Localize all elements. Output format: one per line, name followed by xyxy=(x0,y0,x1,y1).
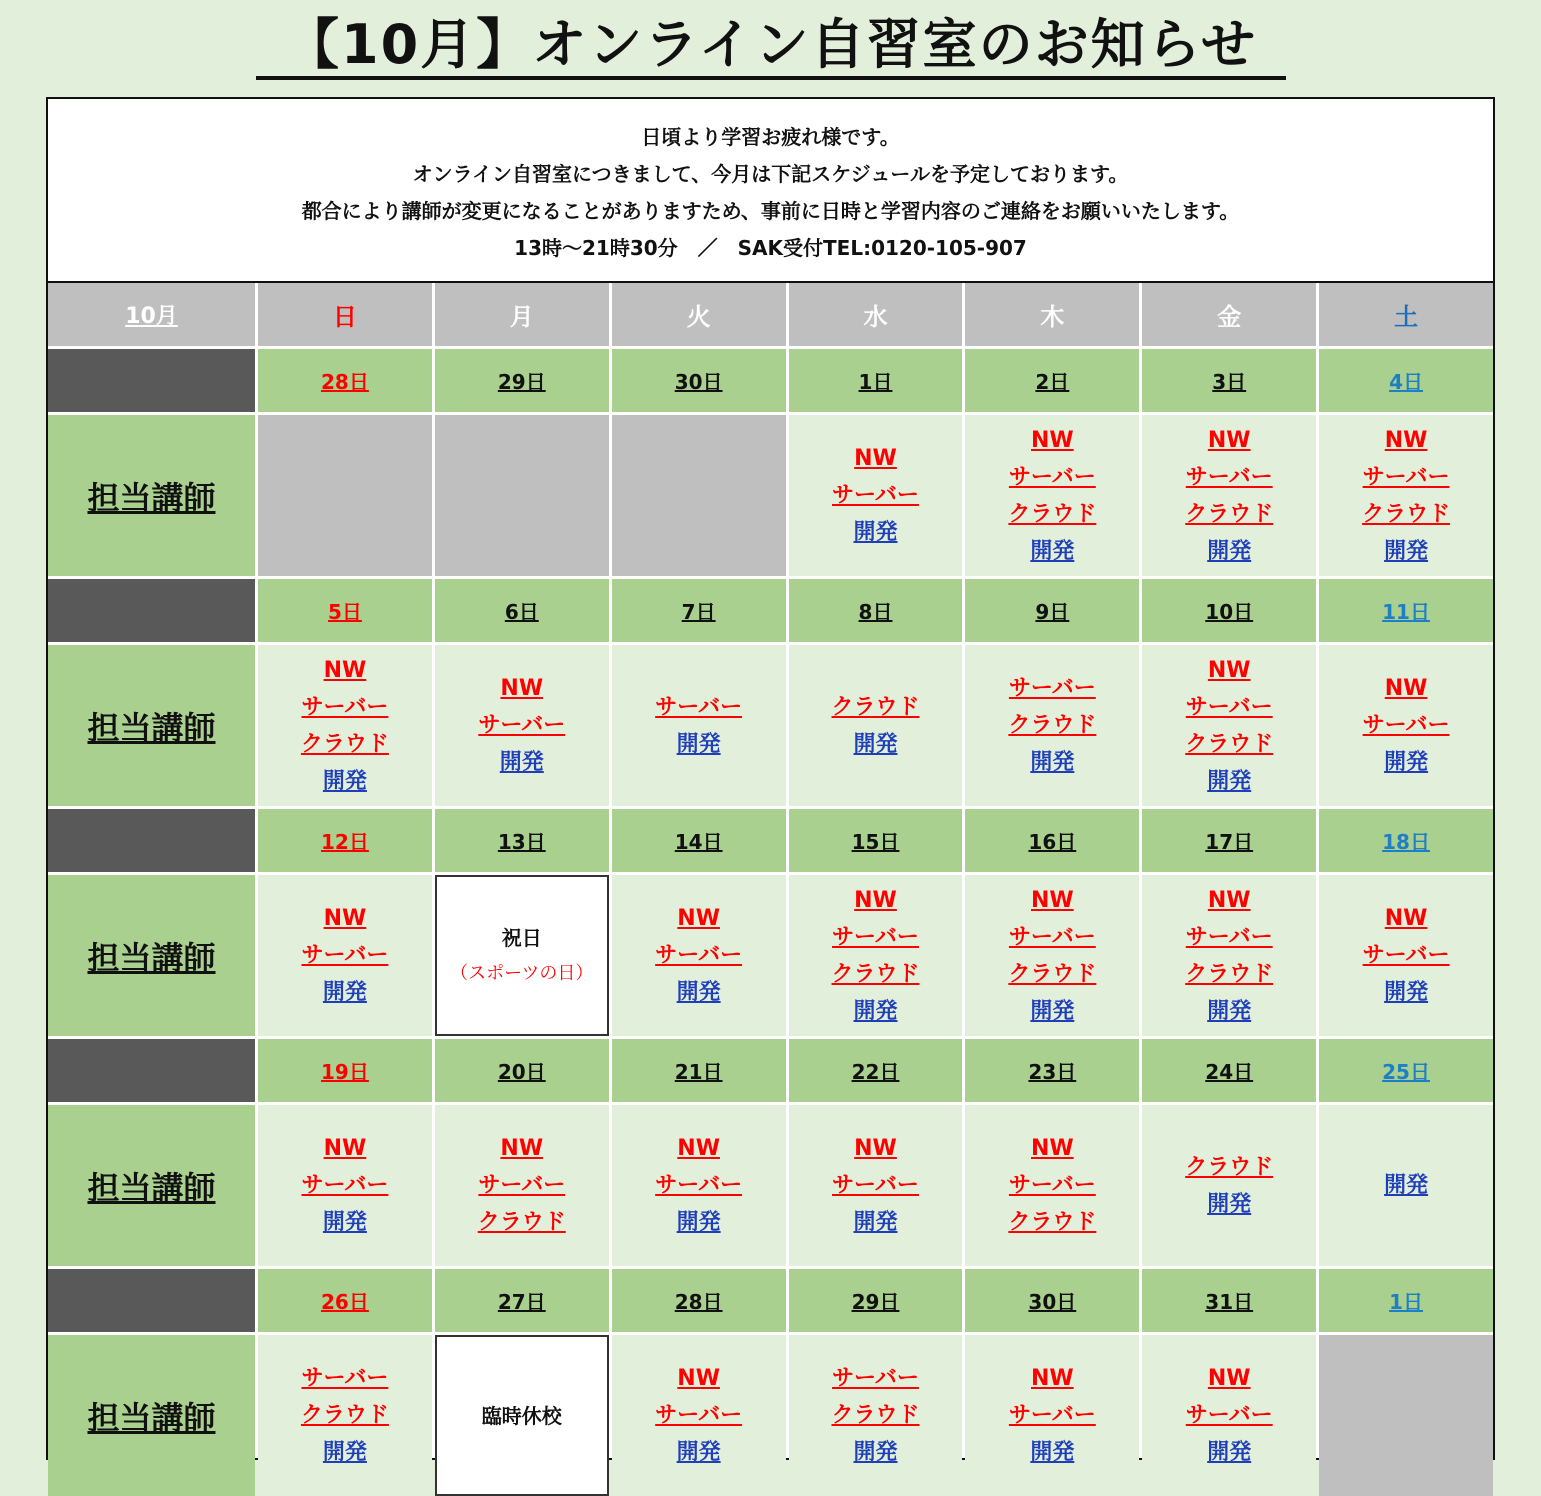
course-item: 開発 xyxy=(676,1210,721,1235)
date-cell: 19日 xyxy=(258,1039,432,1102)
week-spacer xyxy=(48,1269,255,1332)
course-item: クラウド xyxy=(300,1403,389,1428)
course-item: クラウド xyxy=(1008,713,1097,738)
course-item: NW xyxy=(1031,1366,1074,1391)
course-item: サーバー xyxy=(1362,464,1450,490)
schedule-cell xyxy=(789,1105,963,1266)
date-cell: 17日 xyxy=(1142,809,1316,872)
schedule-cell xyxy=(1142,1335,1316,1496)
course-item: NW xyxy=(500,1136,544,1161)
schedule-cell xyxy=(435,1105,609,1266)
course-item: サーバー xyxy=(1362,943,1450,968)
schedule-cell xyxy=(435,645,609,806)
weekday-mon: 月 xyxy=(435,283,609,346)
week-spacer xyxy=(48,349,255,412)
course-item: NW xyxy=(1031,427,1074,453)
special-title: 臨時休校 xyxy=(481,1403,562,1428)
date-cell: 31日 xyxy=(1142,1269,1316,1332)
course-item: サーバー xyxy=(655,943,743,968)
course-item: サーバー xyxy=(1185,1403,1273,1428)
date-cell: 2日 xyxy=(965,349,1139,412)
course-item: NW xyxy=(854,1136,897,1161)
course-item: クラウド xyxy=(1185,731,1274,757)
special-cell xyxy=(435,875,609,1036)
course-item: NW xyxy=(323,906,367,931)
course-item: NW xyxy=(854,446,897,471)
course-item: 開発 xyxy=(1030,538,1075,564)
weekday-wed: 水 xyxy=(789,283,963,346)
schedule-cell xyxy=(965,415,1139,576)
date-cell: 29日 xyxy=(789,1269,963,1332)
course-item: NW xyxy=(1207,887,1251,913)
schedule-cell xyxy=(612,875,786,1036)
course-item: 開発 xyxy=(1030,1440,1075,1465)
course-item: 開発 xyxy=(1207,1191,1252,1217)
course-item: NW xyxy=(1207,1366,1251,1391)
course-item: NW xyxy=(1031,887,1074,913)
course-item: NW xyxy=(1384,906,1428,931)
date-cell: 23日 xyxy=(965,1039,1139,1102)
course-item: クラウド xyxy=(1008,1210,1097,1235)
course-item: サーバー xyxy=(1008,676,1096,701)
date-cell: 9日 xyxy=(965,579,1139,642)
course-item: クラウド xyxy=(1185,1154,1274,1180)
date-cell: 7日 xyxy=(612,579,786,642)
course-item: 開発 xyxy=(676,731,721,757)
date-cell: 11日 xyxy=(1319,579,1493,642)
date-cell: 25日 xyxy=(1319,1039,1493,1102)
schedule-cell xyxy=(1142,875,1316,1036)
course-item: 開発 xyxy=(676,1440,721,1465)
notice-line-3: 都合により講師が変更になることがありますため、事前に日時と学習内容のご連絡をお願いいたします。 xyxy=(301,199,1240,223)
course-item: サーバー xyxy=(1185,924,1273,950)
notice-line-4: 13時～21時30分 ／ SAK受付TEL:0120-105-907 xyxy=(514,236,1027,260)
schedule-cell xyxy=(258,645,432,806)
schedule-cell xyxy=(1319,1105,1493,1266)
course-item: NW xyxy=(1207,657,1251,683)
course-item: クラウド xyxy=(1008,961,1097,987)
instructor-label: 担当講師 xyxy=(48,875,255,1036)
notice-line-1: 日頃より学習お疲れ様です。 xyxy=(641,125,900,149)
weekday-sun: 日 xyxy=(258,283,432,346)
course-item: 開発 xyxy=(322,980,367,1005)
weekday-thu: 木 xyxy=(965,283,1139,346)
schedule-cell xyxy=(612,645,786,806)
course-item: NW xyxy=(1031,1136,1074,1161)
course-item: 開発 xyxy=(1030,998,1075,1024)
date-cell: 4日 xyxy=(1319,349,1493,412)
date-cell: 20日 xyxy=(435,1039,609,1102)
special-note: （スポーツの日） xyxy=(450,962,594,984)
course-item: 開発 xyxy=(853,731,898,757)
date-cell: 10日 xyxy=(1142,579,1316,642)
schedule-cell xyxy=(1319,875,1493,1036)
date-cell: 27日 xyxy=(435,1269,609,1332)
course-item: 開発 xyxy=(1207,538,1252,564)
date-cell: 12日 xyxy=(258,809,432,872)
schedule-cell xyxy=(789,415,963,576)
course-item: サーバー xyxy=(1185,694,1273,720)
course-item: サーバー xyxy=(832,1173,919,1198)
course-item: 開発 xyxy=(499,750,544,775)
date-cell: 16日 xyxy=(965,809,1139,872)
course-item: 開発 xyxy=(853,520,898,545)
course-item: サーバー xyxy=(1008,1403,1096,1428)
course-item: 開発 xyxy=(1207,768,1252,794)
course-item: NW xyxy=(1207,427,1251,453)
course-item: サーバー xyxy=(478,1173,566,1198)
schedule-cell xyxy=(789,645,963,806)
date-cell: 26日 xyxy=(258,1269,432,1332)
calendar-grid xyxy=(48,283,1493,1465)
date-cell: 15日 xyxy=(789,809,963,872)
weekday-fri: 金 xyxy=(1142,283,1316,346)
date-cell: 1日 xyxy=(789,349,963,412)
date-cell: 8日 xyxy=(789,579,963,642)
course-item: サーバー xyxy=(1362,713,1450,738)
course-item: クラウド xyxy=(831,1403,920,1428)
course-item: NW xyxy=(677,1366,720,1391)
course-item: サーバー xyxy=(655,1173,743,1198)
course-item: 開発 xyxy=(1384,1173,1429,1198)
course-item: サーバー xyxy=(1185,464,1273,490)
instructor-label: 担当講師 xyxy=(48,1105,255,1266)
empty-cell xyxy=(612,415,786,576)
course-item: NW xyxy=(323,657,367,683)
course-item: サーバー xyxy=(1008,464,1096,490)
schedule-cell xyxy=(1319,415,1493,576)
course-item: クラウド xyxy=(1008,501,1097,527)
schedule-cell xyxy=(1319,645,1493,806)
schedule-cell xyxy=(965,1105,1139,1266)
schedule-cell xyxy=(965,1335,1139,1496)
course-item: サーバー xyxy=(1008,924,1096,950)
course-item: 開発 xyxy=(676,980,721,1005)
course-item: クラウド xyxy=(477,1210,566,1235)
course-item: サーバー xyxy=(832,924,919,950)
course-item: 開発 xyxy=(1030,750,1075,775)
course-item: サーバー xyxy=(832,483,919,508)
course-item: NW xyxy=(677,906,720,931)
course-item: サーバー xyxy=(1008,1173,1096,1198)
course-item: NW xyxy=(323,1136,367,1161)
week-spacer xyxy=(48,809,255,872)
course-item: 開発 xyxy=(1207,1440,1252,1465)
schedule-cell xyxy=(789,875,963,1036)
week-spacer xyxy=(48,579,255,642)
date-cell: 13日 xyxy=(435,809,609,872)
special-cell xyxy=(435,1335,609,1496)
schedule-cell xyxy=(612,1335,786,1496)
course-item: サーバー xyxy=(655,1403,743,1428)
schedule-cell xyxy=(965,875,1139,1036)
month-header: 10月 xyxy=(48,283,255,346)
instructor-label: 担当講師 xyxy=(48,1335,255,1496)
course-item: NW xyxy=(1384,676,1428,701)
schedule-cell xyxy=(1142,645,1316,806)
course-item: クラウド xyxy=(1362,501,1451,527)
course-item: クラウド xyxy=(831,961,920,987)
schedule-cell xyxy=(1142,415,1316,576)
course-item: サーバー xyxy=(301,694,389,720)
date-cell: 14日 xyxy=(612,809,786,872)
date-cell: 1日 xyxy=(1319,1269,1493,1332)
course-item: 開発 xyxy=(1207,998,1252,1024)
date-cell: 28日 xyxy=(258,349,432,412)
instructor-label: 担当講師 xyxy=(48,415,255,576)
notice-box xyxy=(48,99,1493,283)
schedule-cell xyxy=(965,645,1139,806)
course-item: サーバー xyxy=(832,1366,919,1391)
weekday-tue: 火 xyxy=(612,283,786,346)
special-title: 祝日 xyxy=(501,925,542,950)
course-item: クラウド xyxy=(831,694,920,720)
date-cell: 30日 xyxy=(965,1269,1139,1332)
empty-cell xyxy=(1319,1335,1493,1496)
schedule-frame xyxy=(46,97,1495,1465)
date-cell: 28日 xyxy=(612,1269,786,1332)
weekday-sat: 土 xyxy=(1319,283,1493,346)
course-item: サーバー xyxy=(655,694,743,720)
page-title: 【10月】オンライン自習室のお知らせ xyxy=(256,12,1286,80)
course-item: クラウド xyxy=(300,731,389,757)
instructor-label: 担当講師 xyxy=(48,645,255,806)
course-item: NW xyxy=(854,887,897,913)
course-item: NW xyxy=(677,1136,720,1161)
course-item: サーバー xyxy=(301,943,389,968)
course-item: クラウド xyxy=(1185,961,1274,987)
course-item: NW xyxy=(500,676,544,701)
date-cell: 21日 xyxy=(612,1039,786,1102)
schedule-cell xyxy=(612,1105,786,1266)
week-spacer xyxy=(48,1039,255,1102)
course-item: サーバー xyxy=(478,713,566,738)
date-cell: 30日 xyxy=(612,349,786,412)
course-item: 開発 xyxy=(1384,538,1429,564)
course-item: サーバー xyxy=(301,1366,389,1391)
date-cell: 5日 xyxy=(258,579,432,642)
empty-cell xyxy=(258,415,432,576)
schedule-cell xyxy=(1142,1105,1316,1266)
schedule-cell xyxy=(258,1105,432,1266)
course-item: 開発 xyxy=(322,1440,367,1465)
schedule-cell xyxy=(258,875,432,1036)
schedule-cell xyxy=(789,1335,963,1496)
date-cell: 22日 xyxy=(789,1039,963,1102)
course-item: クラウド xyxy=(1185,501,1274,527)
date-cell: 24日 xyxy=(1142,1039,1316,1102)
schedule-cell xyxy=(258,1335,432,1496)
course-item: 開発 xyxy=(1384,980,1429,1005)
date-cell: 18日 xyxy=(1319,809,1493,872)
empty-cell xyxy=(435,415,609,576)
date-cell: 3日 xyxy=(1142,349,1316,412)
notice-line-2: オンライン自習室につきまして、今月は下記スケジュールを予定しております。 xyxy=(412,162,1129,186)
course-item: 開発 xyxy=(322,768,367,794)
course-item: NW xyxy=(1384,427,1428,453)
date-cell: 6日 xyxy=(435,579,609,642)
course-item: 開発 xyxy=(1384,750,1429,775)
course-item: 開発 xyxy=(853,1210,898,1235)
course-item: 開発 xyxy=(853,1440,898,1465)
date-cell: 29日 xyxy=(435,349,609,412)
course-item: サーバー xyxy=(301,1173,389,1198)
course-item: 開発 xyxy=(322,1210,367,1235)
course-item: 開発 xyxy=(853,998,898,1024)
